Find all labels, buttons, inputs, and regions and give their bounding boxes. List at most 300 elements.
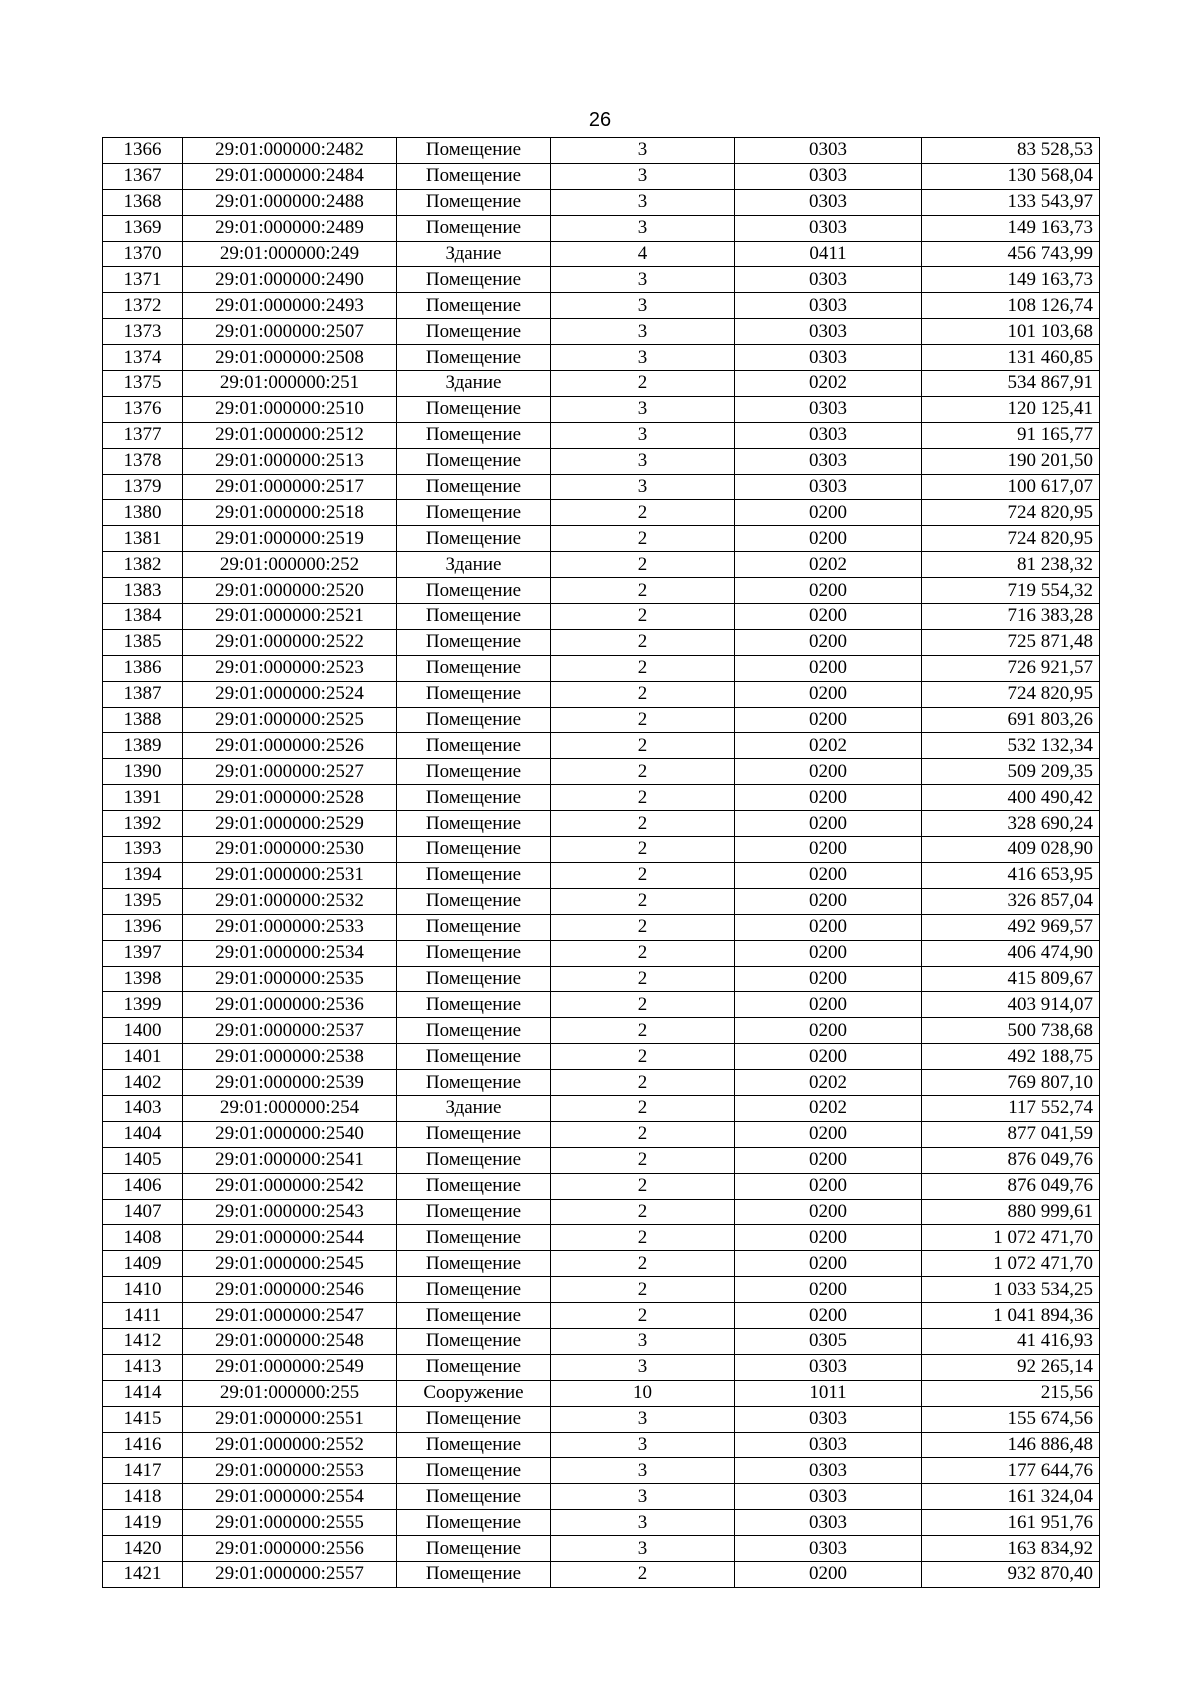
cadastral-value-cell: 215,56 (922, 1380, 1100, 1406)
cadastral-value-cell: 769 807,10 (922, 1070, 1100, 1096)
cadastral-number-cell: 29:01:000000:2542 (183, 1173, 397, 1199)
row-number-cell: 1416 (103, 1432, 183, 1458)
object-type-cell: Помещение (397, 1484, 551, 1510)
table-row (103, 293, 1100, 319)
subgroup-code-cell: 0200 (735, 811, 922, 837)
cadastral-value-cell: 719 554,32 (922, 578, 1100, 604)
object-type-cell: Помещение (397, 1199, 551, 1225)
subgroup-code-cell: 0200 (735, 629, 922, 655)
subgroup-code-cell: 0303 (735, 448, 922, 474)
table-row (103, 1199, 1100, 1225)
row-number-cell: 1372 (103, 293, 183, 319)
subgroup-code-cell: 0200 (735, 1303, 922, 1329)
subgroup-code-cell: 0200 (735, 888, 922, 914)
subgroup-code-cell: 0303 (735, 138, 922, 164)
table-row (103, 940, 1100, 966)
table-row (103, 215, 1100, 241)
object-type-cell: Помещение (397, 138, 551, 164)
subgroup-code-cell: 0411 (735, 241, 922, 267)
group-cell: 3 (551, 448, 735, 474)
group-cell: 2 (551, 914, 735, 940)
cadastral-value-cell: 328 690,24 (922, 811, 1100, 837)
cadastral-number-cell: 29:01:000000:2547 (183, 1303, 397, 1329)
subgroup-code-cell: 0200 (735, 681, 922, 707)
group-cell: 2 (551, 629, 735, 655)
cadastral-value-cell: 149 163,73 (922, 215, 1100, 241)
cadastral-value-cell: 877 041,59 (922, 1121, 1100, 1147)
row-number-cell: 1420 (103, 1536, 183, 1562)
row-number-cell: 1419 (103, 1510, 183, 1536)
table-row (103, 1536, 1100, 1562)
cadastral-number-cell: 29:01:000000:2524 (183, 681, 397, 707)
object-type-cell: Помещение (397, 1121, 551, 1147)
object-type-cell: Помещение (397, 526, 551, 552)
cadastral-value-cell: 492 188,75 (922, 1044, 1100, 1070)
page-number: 26 (588, 109, 612, 131)
cadastral-number-cell: 29:01:000000:2525 (183, 707, 397, 733)
cadastral-value-cell: 190 201,50 (922, 448, 1100, 474)
cadastral-number-cell: 29:01:000000:2512 (183, 422, 397, 448)
subgroup-code-cell: 0305 (735, 1328, 922, 1354)
row-number-cell: 1410 (103, 1277, 183, 1303)
object-type-cell: Помещение (397, 1147, 551, 1173)
cadastral-number-cell: 29:01:000000:2556 (183, 1536, 397, 1562)
cadastral-value-cell: 163 834,92 (922, 1536, 1100, 1562)
cadastral-value-cell: 500 738,68 (922, 1018, 1100, 1044)
row-number-cell: 1376 (103, 396, 183, 422)
row-number-cell: 1395 (103, 888, 183, 914)
object-type-cell: Помещение (397, 681, 551, 707)
object-type-cell: Помещение (397, 1225, 551, 1251)
object-type-cell: Помещение (397, 940, 551, 966)
row-number-cell: 1387 (103, 681, 183, 707)
subgroup-code-cell: 0200 (735, 966, 922, 992)
object-type-cell: Помещение (397, 1070, 551, 1096)
object-type-cell: Помещение (397, 1510, 551, 1536)
row-number-cell: 1406 (103, 1173, 183, 1199)
subgroup-code-cell: 0200 (735, 759, 922, 785)
table-row (103, 785, 1100, 811)
cadastral-value-cell: 133 543,97 (922, 189, 1100, 215)
cadastral-value-cell: 400 490,42 (922, 785, 1100, 811)
group-cell: 2 (551, 1070, 735, 1096)
cadastral-value-cell: 724 820,95 (922, 526, 1100, 552)
cadastral-number-cell: 29:01:000000:2484 (183, 163, 397, 189)
cadastral-number-cell: 29:01:000000:2546 (183, 1277, 397, 1303)
cadastral-value-cell: 725 871,48 (922, 629, 1100, 655)
row-number-cell: 1366 (103, 138, 183, 164)
cadastral-value-cell: 876 049,76 (922, 1173, 1100, 1199)
subgroup-code-cell: 0303 (735, 422, 922, 448)
row-number-cell: 1388 (103, 707, 183, 733)
row-number-cell: 1413 (103, 1354, 183, 1380)
subgroup-code-cell: 0303 (735, 474, 922, 500)
subgroup-code-cell: 0200 (735, 500, 922, 526)
row-number-cell: 1367 (103, 163, 183, 189)
cadastral-number-cell: 29:01:000000:2554 (183, 1484, 397, 1510)
subgroup-code-cell: 0303 (735, 189, 922, 215)
subgroup-code-cell: 0200 (735, 862, 922, 888)
table-row (103, 1328, 1100, 1354)
cadastral-value-cell: 1 072 471,70 (922, 1225, 1100, 1251)
cadastral-value-cell: 101 103,68 (922, 319, 1100, 345)
table-row (103, 759, 1100, 785)
group-cell: 3 (551, 189, 735, 215)
object-type-cell: Помещение (397, 1432, 551, 1458)
table-row (103, 500, 1100, 526)
row-number-cell: 1382 (103, 552, 183, 578)
group-cell: 2 (551, 1147, 735, 1173)
group-cell: 2 (551, 888, 735, 914)
table-row (103, 888, 1100, 914)
subgroup-code-cell: 0200 (735, 604, 922, 630)
object-type-cell: Помещение (397, 474, 551, 500)
group-cell: 3 (551, 293, 735, 319)
row-number-cell: 1391 (103, 785, 183, 811)
object-type-cell: Помещение (397, 604, 551, 630)
object-type-cell: Помещение (397, 1044, 551, 1070)
table-row (103, 1458, 1100, 1484)
object-type-cell: Помещение (397, 189, 551, 215)
subgroup-code-cell: 0303 (735, 215, 922, 241)
object-type-cell: Помещение (397, 1018, 551, 1044)
row-number-cell: 1404 (103, 1121, 183, 1147)
table-row (103, 1510, 1100, 1536)
cadastral-value-cell: 534 867,91 (922, 371, 1100, 397)
cadastral-value-cell: 409 028,90 (922, 837, 1100, 863)
group-cell: 3 (551, 1458, 735, 1484)
group-cell: 10 (551, 1380, 735, 1406)
object-type-cell: Помещение (397, 293, 551, 319)
table-row (103, 1044, 1100, 1070)
object-type-cell: Помещение (397, 448, 551, 474)
table-row (103, 733, 1100, 759)
cadastral-number-cell: 29:01:000000:2523 (183, 655, 397, 681)
group-cell: 4 (551, 241, 735, 267)
subgroup-code-cell: 0200 (735, 1251, 922, 1277)
row-number-cell: 1374 (103, 345, 183, 371)
group-cell: 2 (551, 1173, 735, 1199)
cadastral-value-cell: 492 969,57 (922, 914, 1100, 940)
cadastral-number-cell: 29:01:000000:2541 (183, 1147, 397, 1173)
table-row (103, 992, 1100, 1018)
row-number-cell: 1411 (103, 1303, 183, 1329)
subgroup-code-cell: 0200 (735, 1277, 922, 1303)
table-row (103, 138, 1100, 164)
table-row (103, 862, 1100, 888)
group-cell: 2 (551, 785, 735, 811)
subgroup-code-cell: 0200 (735, 1044, 922, 1070)
cadastral-value-cell: 161 951,76 (922, 1510, 1100, 1536)
group-cell: 2 (551, 992, 735, 1018)
subgroup-code-cell: 0202 (735, 371, 922, 397)
cadastral-number-cell: 29:01:000000:2548 (183, 1328, 397, 1354)
table-row (103, 1147, 1100, 1173)
group-cell: 3 (551, 422, 735, 448)
cadastral-value-cell: 509 209,35 (922, 759, 1100, 785)
subgroup-code-cell: 0200 (735, 785, 922, 811)
subgroup-code-cell: 0202 (735, 552, 922, 578)
row-number-cell: 1381 (103, 526, 183, 552)
cadastral-number-cell: 29:01:000000:2521 (183, 604, 397, 630)
object-type-cell: Помещение (397, 1406, 551, 1432)
cadastral-value-cell: 155 674,56 (922, 1406, 1100, 1432)
cadastral-value-cell: 403 914,07 (922, 992, 1100, 1018)
cadastral-number-cell: 29:01:000000:2531 (183, 862, 397, 888)
cadastral-number-cell: 29:01:000000:2540 (183, 1121, 397, 1147)
row-number-cell: 1385 (103, 629, 183, 655)
group-cell: 3 (551, 163, 735, 189)
table-row (103, 552, 1100, 578)
group-cell: 2 (551, 578, 735, 604)
cadastral-value-cell: 876 049,76 (922, 1147, 1100, 1173)
group-cell: 3 (551, 1510, 735, 1536)
cadastral-number-cell: 29:01:000000:2527 (183, 759, 397, 785)
group-cell: 2 (551, 371, 735, 397)
table-row (103, 707, 1100, 733)
cadastral-number-cell: 29:01:000000:249 (183, 241, 397, 267)
cadastral-number-cell: 29:01:000000:2522 (183, 629, 397, 655)
cadastral-value-cell: 117 552,74 (922, 1095, 1100, 1121)
subgroup-code-cell: 0202 (735, 1095, 922, 1121)
table-row (103, 319, 1100, 345)
group-cell: 2 (551, 1561, 735, 1587)
object-type-cell: Помещение (397, 785, 551, 811)
cadastral-number-cell: 29:01:000000:2520 (183, 578, 397, 604)
group-cell: 2 (551, 1303, 735, 1329)
cadastral-value-cell: 456 743,99 (922, 241, 1100, 267)
object-type-cell: Помещение (397, 1458, 551, 1484)
row-number-cell: 1403 (103, 1095, 183, 1121)
object-type-cell: Помещение (397, 992, 551, 1018)
object-type-cell: Здание (397, 371, 551, 397)
table-row (103, 1484, 1100, 1510)
cadastral-value-cell: 146 886,48 (922, 1432, 1100, 1458)
table-row (103, 422, 1100, 448)
object-type-cell: Помещение (397, 759, 551, 785)
object-type-cell: Помещение (397, 319, 551, 345)
table-row (103, 448, 1100, 474)
subgroup-code-cell: 0200 (735, 992, 922, 1018)
cadastral-number-cell: 29:01:000000:2519 (183, 526, 397, 552)
cadastral-value-cell: 92 265,14 (922, 1354, 1100, 1380)
row-number-cell: 1414 (103, 1380, 183, 1406)
object-type-cell: Помещение (397, 1277, 551, 1303)
subgroup-code-cell: 0303 (735, 1484, 922, 1510)
group-cell: 3 (551, 1328, 735, 1354)
group-cell: 2 (551, 1277, 735, 1303)
row-number-cell: 1368 (103, 189, 183, 215)
subgroup-code-cell: 0200 (735, 940, 922, 966)
object-type-cell: Помещение (397, 733, 551, 759)
row-number-cell: 1389 (103, 733, 183, 759)
table-row (103, 578, 1100, 604)
row-number-cell: 1378 (103, 448, 183, 474)
table-row (103, 371, 1100, 397)
row-number-cell: 1377 (103, 422, 183, 448)
table-row (103, 1406, 1100, 1432)
subgroup-code-cell: 0202 (735, 1070, 922, 1096)
table-row (103, 1354, 1100, 1380)
row-number-cell: 1379 (103, 474, 183, 500)
table-row (103, 837, 1100, 863)
row-number-cell: 1370 (103, 241, 183, 267)
subgroup-code-cell: 0200 (735, 578, 922, 604)
table-row (103, 1277, 1100, 1303)
table-row (103, 1018, 1100, 1044)
cadastral-number-cell: 29:01:000000:2489 (183, 215, 397, 241)
table-row (103, 526, 1100, 552)
row-number-cell: 1369 (103, 215, 183, 241)
cadastral-number-cell: 29:01:000000:2533 (183, 914, 397, 940)
cadastral-number-cell: 29:01:000000:2526 (183, 733, 397, 759)
row-number-cell: 1396 (103, 914, 183, 940)
row-number-cell: 1402 (103, 1070, 183, 1096)
group-cell: 3 (551, 1536, 735, 1562)
row-number-cell: 1418 (103, 1484, 183, 1510)
group-cell: 2 (551, 940, 735, 966)
group-cell: 2 (551, 759, 735, 785)
object-type-cell: Помещение (397, 655, 551, 681)
table-row (103, 1173, 1100, 1199)
cadastral-number-cell: 29:01:000000:2552 (183, 1432, 397, 1458)
cadastral-number-cell: 29:01:000000:2537 (183, 1018, 397, 1044)
table-body (103, 138, 1100, 1588)
group-cell: 2 (551, 604, 735, 630)
group-cell: 3 (551, 267, 735, 293)
table-row (103, 345, 1100, 371)
cadastral-number-cell: 29:01:000000:2557 (183, 1561, 397, 1587)
row-number-cell: 1415 (103, 1406, 183, 1432)
cadastral-number-cell: 29:01:000000:2488 (183, 189, 397, 215)
object-type-cell: Помещение (397, 578, 551, 604)
table-row (103, 1095, 1100, 1121)
object-type-cell: Помещение (397, 837, 551, 863)
table-row (103, 1303, 1100, 1329)
object-type-cell: Здание (397, 241, 551, 267)
table-row (103, 1121, 1100, 1147)
subgroup-code-cell: 0303 (735, 293, 922, 319)
cadastral-number-cell: 29:01:000000:2482 (183, 138, 397, 164)
group-cell: 3 (551, 215, 735, 241)
subgroup-code-cell: 0303 (735, 396, 922, 422)
subgroup-code-cell: 0200 (735, 1121, 922, 1147)
group-cell: 2 (551, 1251, 735, 1277)
row-number-cell: 1386 (103, 655, 183, 681)
cadastral-value-cell: 120 125,41 (922, 396, 1100, 422)
group-cell: 2 (551, 733, 735, 759)
object-type-cell: Сооружение (397, 1380, 551, 1406)
cadastral-value-cell: 41 416,93 (922, 1328, 1100, 1354)
row-number-cell: 1397 (103, 940, 183, 966)
subgroup-code-cell: 0303 (735, 1510, 922, 1536)
row-number-cell: 1401 (103, 1044, 183, 1070)
subgroup-code-cell: 0200 (735, 1018, 922, 1044)
subgroup-code-cell: 0303 (735, 345, 922, 371)
cadastral-number-cell: 29:01:000000:2490 (183, 267, 397, 293)
object-type-cell: Помещение (397, 500, 551, 526)
table-row (103, 189, 1100, 215)
cadastral-value-cell: 415 809,67 (922, 966, 1100, 992)
object-type-cell: Помещение (397, 862, 551, 888)
table-row (103, 681, 1100, 707)
object-type-cell: Помещение (397, 215, 551, 241)
group-cell: 2 (551, 1018, 735, 1044)
row-number-cell: 1390 (103, 759, 183, 785)
cadastral-number-cell: 29:01:000000:2493 (183, 293, 397, 319)
object-type-cell: Помещение (397, 1536, 551, 1562)
table-row (103, 629, 1100, 655)
subgroup-code-cell: 0303 (735, 319, 922, 345)
cadastral-value-cell: 932 870,40 (922, 1561, 1100, 1587)
group-cell: 3 (551, 396, 735, 422)
object-type-cell: Помещение (397, 1251, 551, 1277)
table-row (103, 1225, 1100, 1251)
row-number-cell: 1392 (103, 811, 183, 837)
table-row (103, 811, 1100, 837)
subgroup-code-cell: 0200 (735, 707, 922, 733)
cadastral-number-cell: 29:01:000000:254 (183, 1095, 397, 1121)
group-cell: 3 (551, 138, 735, 164)
table-row (103, 655, 1100, 681)
cadastral-number-cell: 29:01:000000:2510 (183, 396, 397, 422)
group-cell: 2 (551, 862, 735, 888)
cadastral-value-cell: 91 165,77 (922, 422, 1100, 448)
group-cell: 2 (551, 681, 735, 707)
table-row (103, 604, 1100, 630)
row-number-cell: 1380 (103, 500, 183, 526)
group-cell: 2 (551, 837, 735, 863)
cadastral-number-cell: 29:01:000000:2513 (183, 448, 397, 474)
cadastral-number-cell: 29:01:000000:2529 (183, 811, 397, 837)
table-row (103, 267, 1100, 293)
cadastral-number-cell: 29:01:000000:2507 (183, 319, 397, 345)
cadastral-number-cell: 29:01:000000:2530 (183, 837, 397, 863)
subgroup-code-cell: 0303 (735, 1432, 922, 1458)
row-number-cell: 1383 (103, 578, 183, 604)
cadastral-value-cell: 161 324,04 (922, 1484, 1100, 1510)
subgroup-code-cell: 0200 (735, 1147, 922, 1173)
group-cell: 2 (551, 552, 735, 578)
subgroup-code-cell: 0200 (735, 914, 922, 940)
table-row (103, 241, 1100, 267)
subgroup-code-cell: 0303 (735, 1406, 922, 1432)
subgroup-code-cell: 0200 (735, 1225, 922, 1251)
table-row (103, 966, 1100, 992)
group-cell: 2 (551, 966, 735, 992)
group-cell: 3 (551, 1484, 735, 1510)
subgroup-code-cell: 0303 (735, 163, 922, 189)
cadastral-value-cell: 177 644,76 (922, 1458, 1100, 1484)
cadastral-value-cell: 149 163,73 (922, 267, 1100, 293)
subgroup-code-cell: 0202 (735, 733, 922, 759)
group-cell: 2 (551, 526, 735, 552)
row-number-cell: 1407 (103, 1199, 183, 1225)
object-type-cell: Помещение (397, 1328, 551, 1354)
cadastral-value-cell: 100 617,07 (922, 474, 1100, 500)
cadastral-number-cell: 29:01:000000:2544 (183, 1225, 397, 1251)
row-number-cell: 1375 (103, 371, 183, 397)
object-type-cell: Помещение (397, 707, 551, 733)
cadastral-number-cell: 29:01:000000:2536 (183, 992, 397, 1018)
group-cell: 3 (551, 474, 735, 500)
table-row (103, 1380, 1100, 1406)
group-cell: 2 (551, 655, 735, 681)
table-row (103, 914, 1100, 940)
row-number-cell: 1421 (103, 1561, 183, 1587)
subgroup-code-cell: 0200 (735, 837, 922, 863)
cadastral-number-cell: 29:01:000000:251 (183, 371, 397, 397)
